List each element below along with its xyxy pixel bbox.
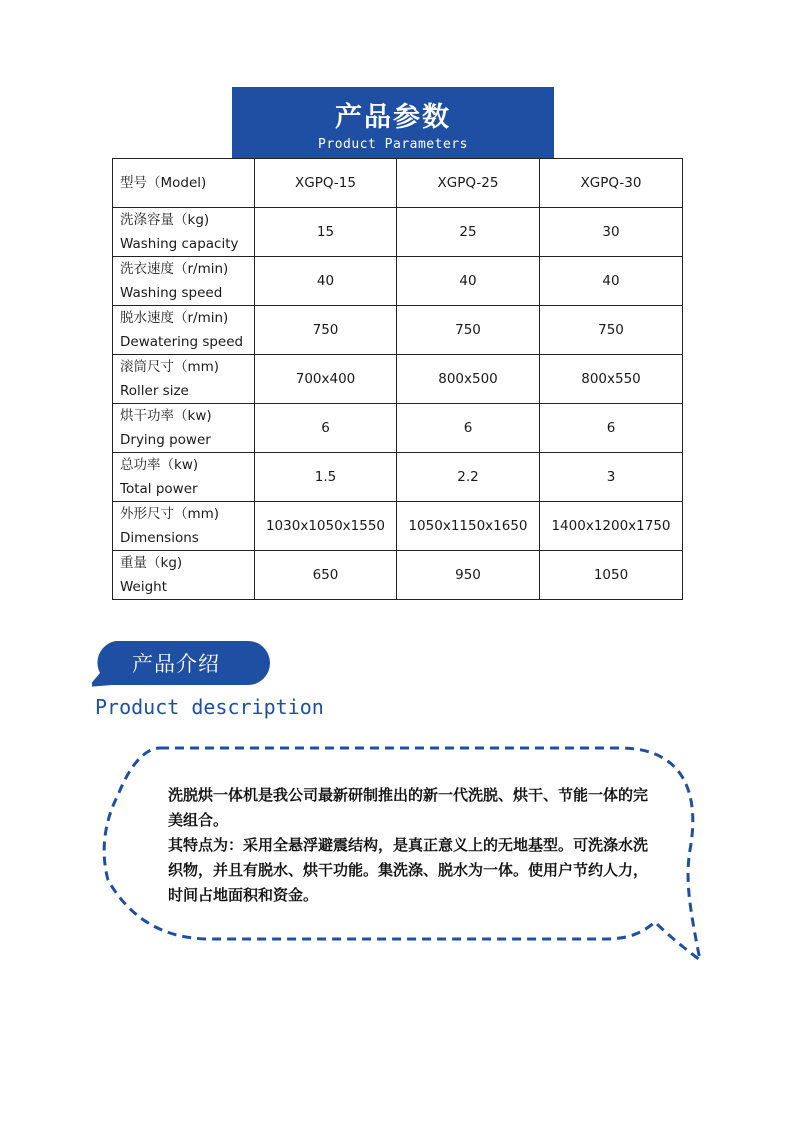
value-cell: 1050x1150x1650 — [397, 502, 540, 551]
description-tag-label: 产品介绍 — [132, 652, 220, 676]
value-cell: 40 — [255, 257, 397, 306]
value-cell: 1050 — [540, 551, 683, 600]
description-tag — [92, 639, 272, 687]
value-cell: 800x550 — [540, 355, 683, 404]
row-label-cell — [113, 355, 255, 404]
row-label-zh: 重量（kg) — [120, 555, 183, 571]
row-label-cell — [113, 208, 255, 257]
table-row — [113, 551, 683, 600]
value-cell: 6 — [255, 404, 397, 453]
table-row — [113, 404, 683, 453]
row-label-zh: 脱水速度（r/min) — [120, 310, 229, 326]
parameters-title-zh: 产品参数 — [335, 102, 451, 133]
value-cell: 3 — [540, 453, 683, 502]
row-label-cell — [113, 306, 255, 355]
description-paragraph: 洗脱烘一体机是我公司最新研制推出的新一代洗脱、烘干、节能一体的完美组合。 — [168, 786, 649, 829]
value-cell: 750 — [255, 306, 397, 355]
value-cell: 650 — [255, 551, 397, 600]
row-label-cell — [113, 453, 255, 502]
value-cell: 40 — [540, 257, 683, 306]
table-row — [113, 355, 683, 404]
table-row — [113, 453, 683, 502]
value-cell: 700x400 — [255, 355, 397, 404]
description-heading: Product description — [95, 695, 324, 719]
row-label-zh: 洗衣速度（r/min) — [120, 261, 229, 277]
row-label-zh: 洗涤容量（kg) — [120, 212, 210, 228]
value-cell: 6 — [397, 404, 540, 453]
value-cell: 1400x1200x1750 — [540, 502, 683, 551]
value-cell: 1030x1050x1550 — [255, 502, 397, 551]
row-label-en: Drying power — [120, 432, 211, 448]
description-paragraph: 其特点为：采用全悬浮避震结构，是真正意义上的无地基型。可洗涤水洗织物，并且有脱水、烘干功能。集洗涤、脱水为一体。使用户节约人力，时间占地面积和资金。 — [168, 836, 649, 904]
row-label-en: Washing capacity — [120, 236, 239, 252]
table-row — [113, 306, 683, 355]
table-row — [113, 257, 683, 306]
row-label-zh: 滚筒尺寸（mm) — [120, 359, 220, 375]
row-label-cell — [113, 404, 255, 453]
header-model-cell: XGPQ-30 — [540, 159, 683, 208]
value-cell: 1.5 — [255, 453, 397, 502]
header-model-cell: XGPQ-25 — [397, 159, 540, 208]
row-label-zh: 总功率（kw) — [120, 457, 199, 473]
value-cell: 950 — [397, 551, 540, 600]
table-row — [113, 502, 683, 551]
row-label-en: Washing speed — [120, 285, 223, 301]
parameters-title-en: Product Parameters — [318, 137, 468, 152]
row-label-cell — [113, 257, 255, 306]
table-row — [113, 208, 683, 257]
row-label-en: Weight — [120, 579, 168, 595]
row-label-en: Dewatering speed — [120, 334, 244, 350]
row-label-en: Total power — [120, 481, 198, 497]
header-model-cell: XGPQ-15 — [255, 159, 397, 208]
row-label-zh: 外形尺寸（mm) — [120, 506, 220, 522]
row-label-cell — [113, 551, 255, 600]
parameters-table — [112, 158, 683, 600]
value-cell: 750 — [540, 306, 683, 355]
value-cell: 25 — [397, 208, 540, 257]
row-label-en: Dimensions — [120, 530, 199, 546]
value-cell: 30 — [540, 208, 683, 257]
value-cell: 2.2 — [397, 453, 540, 502]
description-text — [168, 783, 658, 908]
header-label-cell: 型号（Model) — [113, 159, 255, 208]
row-label-zh: 烘干功率（kw) — [120, 408, 212, 424]
row-label-cell — [113, 502, 255, 551]
table-header-row — [113, 159, 683, 208]
value-cell: 800x500 — [397, 355, 540, 404]
value-cell: 750 — [397, 306, 540, 355]
value-cell: 15 — [255, 208, 397, 257]
parameters-title-box — [232, 87, 554, 158]
row-label-en: Roller size — [120, 383, 189, 399]
value-cell: 6 — [540, 404, 683, 453]
value-cell: 40 — [397, 257, 540, 306]
